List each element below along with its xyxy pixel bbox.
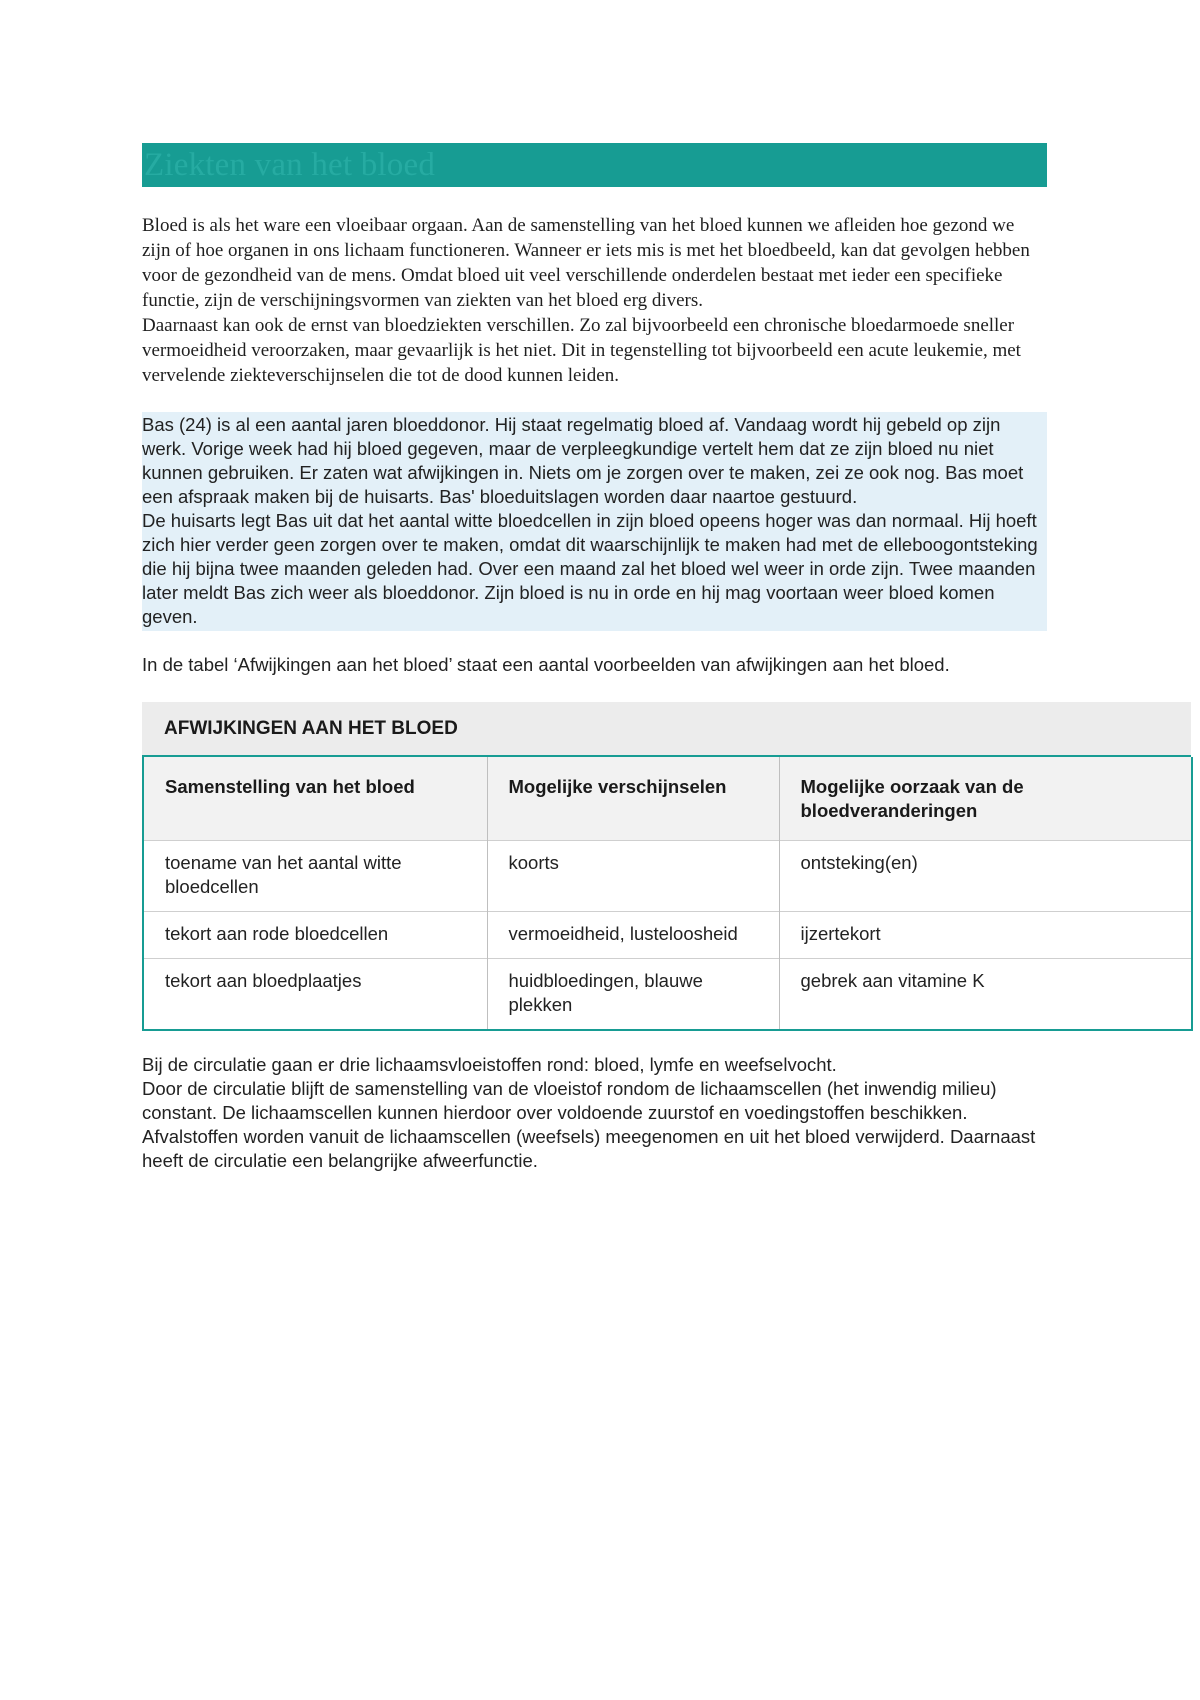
table-row — [143, 912, 1192, 959]
case-paragraph-2: De huisarts legt Bas uit dat het aantal witte bloedcellen in zijn bloed opeens hoger was dan normaal. Hij hoeft zich hier verder geen zorgen over te maken, omdat dit waarschijnlijk te maken had met de elleboogontsteking die hij bijna twee maanden geleden had. Over een maand zal het bloed wel weer in orde zijn. Twee maanden later meldt Bas zich weer als bloeddonor. Zijn bloed is nu in orde en hij mag voortaan weer bloed komen geven. — [142, 510, 1038, 627]
document-page — [142, 143, 1047, 1173]
closing-paragraph-1: Bij de circulatie gaan er drie lichaamsvloeistoffen rond: bloed, lymfe en weefselvocht. — [142, 1054, 837, 1075]
table-cell: koorts — [487, 841, 779, 912]
table-cell: ontsteking(en) — [779, 841, 1192, 912]
intro-paragraph-2: Daarnaast kan ook de ernst van bloedziekten verschillen. Zo zal bijvoorbeeld een chronische bloedarmoede sneller vermoeidheid veroorzaken, maar gevaarlijk is het niet. Dit in tegenstelling tot bijvoorbeeld een acute leukemie, met vervelende ziekteverschijnselen die tot de dood kunnen leiden. — [142, 315, 1021, 386]
table-cell: tekort aan bloedplaatjes — [143, 959, 487, 1031]
case-study-box — [142, 412, 1047, 631]
intro-section — [142, 213, 1047, 388]
table-title: AFWIJKINGEN AAN HET BLOED — [142, 702, 1191, 757]
table-row — [143, 841, 1192, 912]
table-cell: ijzertekort — [779, 912, 1192, 959]
blood-abnormalities-table — [142, 702, 1191, 1031]
closing-section — [142, 1053, 1047, 1173]
column-header: Mogelijke oorzaak van de bloedveranderingen — [779, 757, 1192, 841]
table-cell: tekort aan rode bloedcellen — [143, 912, 487, 959]
table-cell: vermoeidheid, lusteloosheid — [487, 912, 779, 959]
table-header-row — [143, 757, 1192, 841]
table-cell: gebrek aan vitamine K — [779, 959, 1192, 1031]
table-cell: toename van het aantal witte bloedcellen — [143, 841, 487, 912]
column-header: Mogelijke verschijnselen — [487, 757, 779, 841]
table-row — [143, 959, 1192, 1031]
column-header: Samenstelling van het bloed — [143, 757, 487, 841]
case-paragraph-1: Bas (24) is al een aantal jaren bloeddonor. Hij staat regelmatig bloed af. Vandaag wordt hij gebeld op zijn werk. Vorige week had hij bloed gegeven, maar de verpleegkundige vertelt hem dat ze zijn bloed nu niet kunnen gebruiken. Er zaten wat afwijkingen in. Niets om je zorgen over te maken, zei ze ook nog. Bas moet een afspraak maken bij de huisarts. Bas' bloeduitslagen worden daar naartoe gestuurd. — [142, 414, 1024, 507]
closing-paragraph-2: Door de circulatie blijft de samenstelling van de vloeistof rondom de lichaamscellen (het inwendig milieu) constant. De lichaamscellen kunnen hierdoor over voldoende zuurstof en voedingstoffen beschikken. Afvalstoffen worden vanuit de lichaamscellen (weefsels) meegenomen en uit het bloed verwijderd. Daarnaast heeft de circulatie een belangrijke afweerfunctie. — [142, 1078, 1036, 1171]
page-title: Ziekten van het bloed — [144, 147, 436, 183]
table-body — [142, 757, 1193, 1031]
table-intro-text: In de tabel ‘Afwijkingen aan het bloed’ staat een aantal voorbeelden van afwijkingen aan het bloed. — [142, 654, 950, 675]
intro-paragraph-1: Bloed is als het ware een vloeibaar orgaan. Aan de samenstelling van het bloed kunnen we afleiden hoe gezond we zijn of hoe organen in ons lichaam functioneren. Wanneer er iets mis is met het bloedbeeld, kan dat gevolgen hebben voor de gezondheid van de mens. Omdat bloed uit veel verschillende onderdelen bestaat met ieder een specifieke functie, zijn de verschijningsvormen van ziekten van het bloed erg divers. — [142, 215, 1030, 311]
title-banner — [142, 143, 1047, 187]
table-cell: huidbloedingen, blauwe plekken — [487, 959, 779, 1031]
